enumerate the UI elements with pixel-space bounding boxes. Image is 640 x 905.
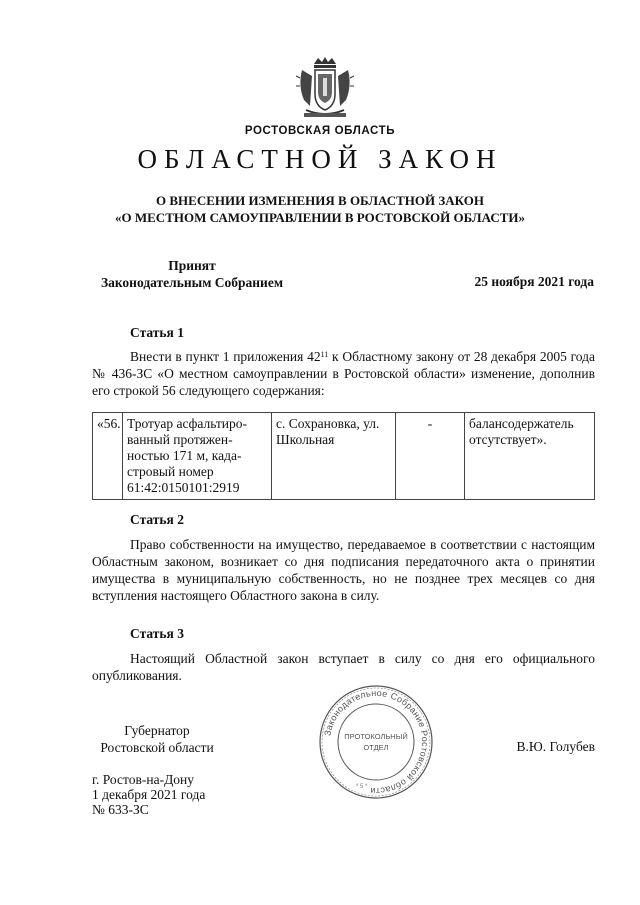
signing-date: 1 декабря 2021 года [92,787,206,802]
document-type-title: ОБЛАСТНОЙ ЗАКОН [137,144,503,174]
subtitle-line-1: О ВНЕСЕНИИ ИЗМЕНЕНИЯ В ОБЛАСТНОЙ ЗАКОН [156,193,484,208]
stamp-center-line-2: ОТДЕЛ [363,743,389,752]
subtitle-line-2: «О МЕСТНОМ САМОУПРАВЛЕНИИ В РОСТОВСКОЙ ОБЛАСТИ» [115,210,525,225]
article-2-heading: Статья 2 [130,512,184,527]
svg-text:* 5 *: * 5 * [356,784,368,790]
article-2-paragraph: Право собственности на имущество, передаваемое в соответствии с настоящим Областным законом, возникает со дня подписания передаточного акта о принятии имущества в муниципальную собственность, но не позднее трех месяцев со дня вступления настоящего Областного закона в силу. [92,537,595,603]
adopted-label: Принят [168,258,216,273]
table-cell-dash: - [396,413,465,500]
article-1-text [92,348,595,399]
table-row [93,413,595,500]
article-3-heading: Статья 3 [130,626,184,641]
stamp-center-line-1: ПРОТОКОЛЬНЫЙ [344,732,408,741]
law-number: № 633-ЗС [92,802,149,817]
article-1-text-start: Внести в пункт 1 приложения 42 [130,349,321,364]
article-1-superscript: 11 [320,350,329,359]
svg-text:Законодательное Собрание Росто: Законодательное Собрание Ростовской области [322,687,431,797]
amendment-table [92,412,595,500]
adoption-block [92,257,292,291]
city: г. Ростов-на-Дону [92,772,195,787]
table-cell-number: «56. [93,413,123,500]
governor-region: Ростовской области [100,740,214,755]
article-1-heading: Статья 1 [130,325,184,340]
signatory-title [92,722,222,756]
article-3-paragraph: Настоящий Областной закон вступает в силу со дня его официального опубликования. [92,651,595,683]
law-subtitle [0,192,640,226]
article-2-text [92,536,595,604]
coat-of-arms-emblem [296,56,354,120]
table-cell-address: с. Сохрановка, ул. Школьная [272,413,396,500]
article-3-text [92,650,595,684]
signatory-name: В.Ю. Голубев [516,739,595,754]
table-cell-object: Тротуар асфальтиро-ванный протяжен-ностью 171 м, када-стровый номер 61:42:0150101:2919 [123,413,272,500]
place-and-date [92,772,205,817]
adoption-date: 25 ноября 2021 года [474,274,594,289]
governor-title: Губернатор [124,723,190,738]
official-stamp [318,684,434,800]
region-name: РОСТОВСКАЯ ОБЛАСТЬ [244,125,396,137]
adopted-by: Законодательным Собранием [100,275,284,290]
article-1-text-end: к Областному закону от 28 декабря 2005 года № 436-ЗС «О местном самоуправлении в Ростовской области» изменение, дополнив его строкой 56 следующего содержания: [92,349,595,398]
table-cell-holder: балансодержатель отсутствует». [465,413,595,500]
